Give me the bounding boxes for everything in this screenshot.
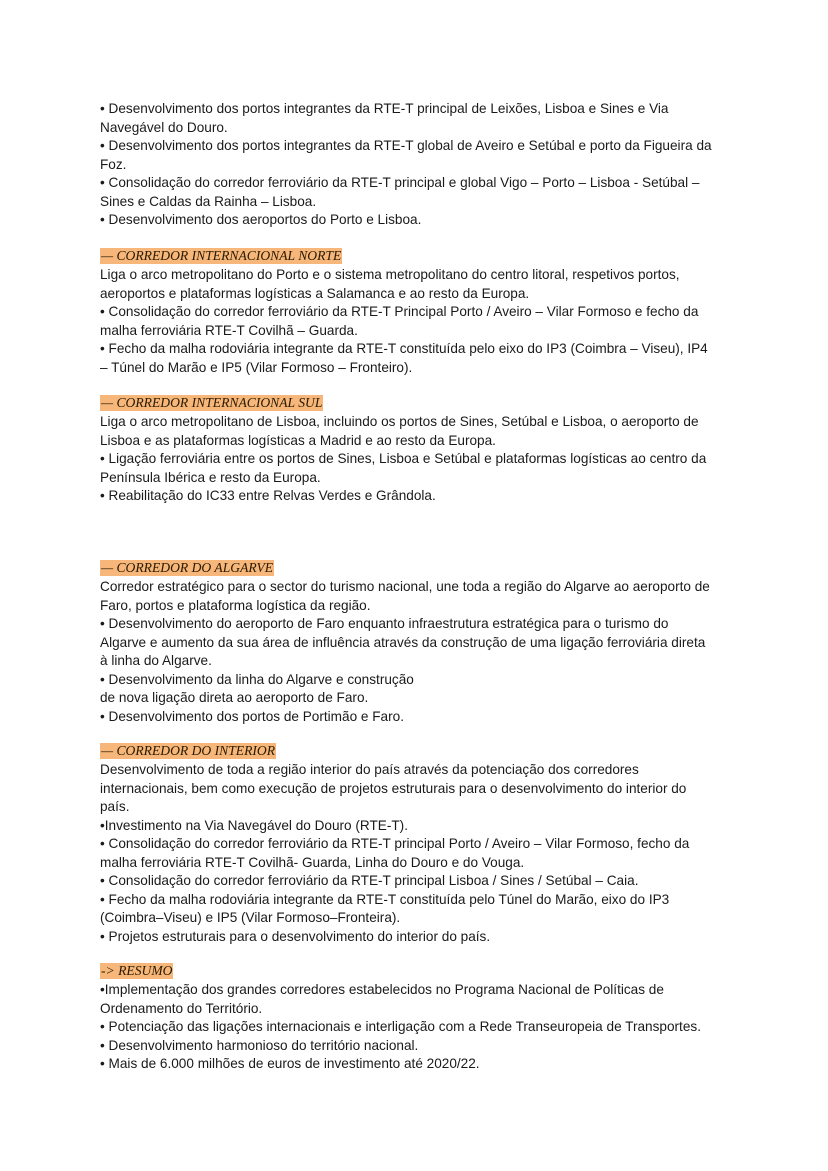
text-line: • Ligação ferroviária entre os portos de Sines, Lisboa e Setúbal e plataformas logísticas ao centro da xyxy=(100,451,707,466)
text-line: • Consolidação do corredor ferroviário da RTE-T principal e global Vigo – Porto – Lisboa - Setúbal – xyxy=(100,175,700,190)
section-heading: — CORREDOR DO ALGARVE xyxy=(101,560,274,575)
text-line: – Túnel do Marão e IP5 (Vilar Formoso – Fronteiro). xyxy=(100,360,413,375)
text-line: (Coimbra–Viseu) e IP5 (Vilar Formoso–Fronteira). xyxy=(100,910,401,925)
text-line: Navegável do Douro. xyxy=(100,120,228,135)
text-line: Faro, portos e plataforma logística da região. xyxy=(100,598,371,613)
text-line: Lisboa e as plataformas logísticas a Madrid e ao resto da Europa. xyxy=(100,433,496,448)
text-line: Ordenamento do Território. xyxy=(100,1001,263,1016)
text-line: • Reabilitação do IC33 entre Relvas Verdes e Grândola. xyxy=(100,488,436,503)
text-line: • Fecho da malha rodoviária integrante da RTE-T constituída pelo Túnel do Marão, eixo do IP3 xyxy=(100,892,670,907)
text-line: • Consolidação do corredor ferroviário da RTE-T principal Lisboa / Sines / Setúbal – Caia. xyxy=(100,873,639,888)
text-line: • Desenvolvimento da linha do Algarve e construção xyxy=(100,672,414,687)
text-line: • Desenvolvimento dos portos de Portimão e Faro. xyxy=(100,709,404,724)
text-line: Península Ibérica e resto da Europa. xyxy=(100,470,321,485)
text-line: internacionais, bem como execução de projetos estruturais para o desenvolvimento do interior do xyxy=(100,781,687,796)
text-line: Foz. xyxy=(100,157,127,172)
text-line: • Consolidação do corredor ferroviário da RTE-T principal Porto / Aveiro – Vilar Formoso, fecho da xyxy=(100,836,690,851)
text-line: Liga o arco metropolitano de Lisboa, incluindo os portos de Sines, Setúbal e Lisboa, o aeroporto de xyxy=(100,414,699,429)
text-line: Sines e Caldas da Rainha – Lisboa. xyxy=(100,194,317,209)
text-line: Corredor estratégico para o sector do turismo nacional, une toda a região do Algarve ao aeroporto de xyxy=(100,579,710,594)
text-line: • Consolidação do corredor ferroviário da RTE-T Principal Porto / Aveiro – Vilar Formoso e fecho da xyxy=(100,304,699,319)
text-line: • Desenvolvimento do aeroporto de Faro enquanto infraestrutura estratégica para o turismo do xyxy=(100,616,669,631)
text-line: aeroportos e plataformas logísticas a Salamanca e ao resto da Europa. xyxy=(100,286,530,301)
section-heading: -> RESUMO xyxy=(101,963,173,978)
text-line: malha ferroviária RTE-T Covilhã – Guarda. xyxy=(100,323,358,338)
section-heading: — CORREDOR INTERNACIONAL SUL xyxy=(101,395,323,410)
text-line: • Mais de 6.000 milhões de euros de investimento até 2020/22. xyxy=(100,1056,480,1071)
section-heading: — CORREDOR INTERNACIONAL NORTE xyxy=(101,248,342,263)
text-line: à linha do Algarve. xyxy=(100,653,212,668)
text-line: •Implementação dos grandes corredores estabelecidos no Programa Nacional de Políticas de xyxy=(100,982,664,997)
text-line: país. xyxy=(100,799,130,814)
text-line: • Fecho da malha rodoviária integrante da RTE-T constituída pelo eixo do IP3 (Coimbra – Viseu), IP4 xyxy=(100,341,708,356)
text-line: de nova ligação direta ao aeroporto de Faro. xyxy=(100,690,369,705)
text-line: • Potenciação das ligações internacionais e interligação com a Rede Transeuropeia de Transportes. xyxy=(100,1019,701,1034)
text-line: • Desenvolvimento dos aeroportos do Porto e Lisboa. xyxy=(100,212,422,227)
text-line: • Projetos estruturais para o desenvolvimento do interior do país. xyxy=(100,929,491,944)
text-line: Liga o arco metropolitano do Porto e o sistema metropolitano do centro litoral, respetivos portos, xyxy=(100,267,680,282)
text-line: •Investimento na Via Navegável do Douro (RTE-T). xyxy=(100,818,408,833)
text-line: malha ferroviária RTE-T Covilhã- Guarda, Linha do Douro e do Vouga. xyxy=(100,855,525,870)
text-line: • Desenvolvimento harmonioso do território nacional. xyxy=(100,1038,419,1053)
text-line: Algarve e aumento da sua área de influência através da construção de uma ligação ferroviária direta xyxy=(100,635,706,650)
text-line: • Desenvolvimento dos portos integrantes da RTE-T principal de Leixões, Lisboa e Sines e Via xyxy=(100,101,669,116)
text-line: • Desenvolvimento dos portos integrantes da RTE-T global de Aveiro e Setúbal e porto da Figueira da xyxy=(100,138,712,153)
section-heading: — CORREDOR DO INTERIOR xyxy=(101,743,276,758)
text-line: Desenvolvimento de toda a região interior do país através da potenciação dos corredores xyxy=(100,762,639,777)
